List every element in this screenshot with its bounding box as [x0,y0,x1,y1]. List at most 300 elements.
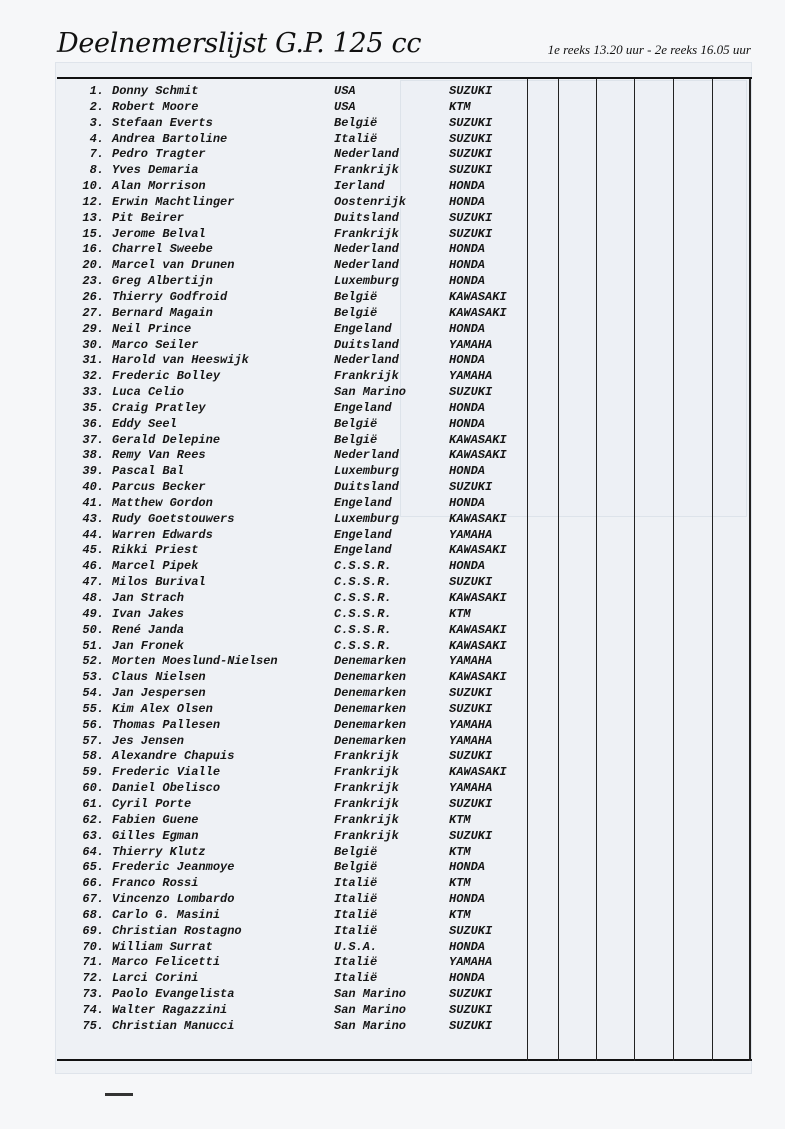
grid-column-line [634,79,635,1061]
rider-brand: KAWASAKI [449,305,507,320]
rider-number: 30. [82,337,104,352]
rider-brand: SUZUKI [449,115,493,130]
table-row [60,876,530,892]
table-row [60,290,530,306]
rider-number: 51. [82,638,104,653]
rider-brand: KAWASAKI [449,289,507,304]
table-row [60,940,530,956]
rider-country: Frankrijk [334,828,399,843]
table-row [60,84,530,100]
rider-country: Nederland [334,258,399,273]
rider-number: 68. [82,907,104,922]
rider-name: Yves Demaria [112,163,199,178]
rider-number: 31. [82,353,104,368]
table-row [60,686,530,702]
rider-name: Paolo Evangelista [112,987,235,1002]
rider-brand: KAWASAKI [449,432,507,447]
rider-country: Italië [334,907,378,922]
rider-number: 53. [82,670,104,685]
rider-country: Engeland [334,321,392,336]
table-row [60,433,530,449]
table-row [60,306,530,322]
rider-country: San Marino [334,385,407,400]
table-row [60,670,530,686]
rider-number: 70. [82,939,104,954]
rider-number: 12. [82,194,104,209]
rider-brand: KTM [449,606,471,621]
rider-name: René Janda [112,622,185,637]
rider-brand: HONDA [449,939,486,954]
rider-number: 62. [82,812,104,827]
rider-brand: YAMAHA [449,955,493,970]
rider-name: Gerald Delepine [112,432,221,447]
rider-country: België [334,289,378,304]
rider-name: Charrel Sweebe [112,242,213,257]
rider-brand: KTM [449,812,471,827]
rider-name: Harold van Heeswijk [112,353,249,368]
rider-country: Frankrijk [334,796,399,811]
rider-country: Denemarken [334,701,407,716]
rider-number: 63. [82,828,104,843]
rider-country: België [334,115,378,130]
rider-number: 32. [82,369,104,384]
rider-country: Frankrijk [334,749,399,764]
rider-country: San Marino [334,1018,407,1033]
rider-country: Nederland [334,353,399,368]
rider-number: 72. [82,971,104,986]
rider-name: Jan Strach [112,591,185,605]
table-row [60,623,530,639]
rider-number: 69. [82,923,104,938]
rider-country: C.S.S.R. [334,606,392,621]
rider-name: Claus Nielsen [112,670,206,685]
table-row [60,575,530,591]
rider-name: Greg Albertijn [112,274,213,289]
rider-name: Eddy Seel [112,416,177,431]
rider-name: Matthew Gordon [112,495,213,510]
table-row [60,163,530,179]
rider-brand: HONDA [449,258,486,273]
table-row [60,116,530,132]
rider-name: Christian Manucci [112,1018,235,1033]
rider-country: Luxemburg [334,464,399,479]
rider-name: Thierry Klutz [112,844,206,859]
rider-name: Daniel Obelisco [112,781,221,796]
rider-number: 45. [82,543,104,558]
table-row [60,702,530,718]
table-row [60,924,530,940]
rider-country: USA [334,99,356,114]
rider-brand: KAWASAKI [449,511,507,526]
rider-country: U.S.A. [334,939,378,954]
rider-name: Marcel van Drunen [112,258,235,273]
rider-brand: SUZUKI [449,701,493,716]
table-row [60,749,530,765]
rider-brand: SUZUKI [449,163,493,178]
rider-name: Frederic Bolley [112,369,221,384]
rider-number: 74. [82,1002,104,1017]
rider-brand: HONDA [449,559,486,574]
rider-brand: KAWASAKI [449,670,507,685]
rider-country: Denemarken [334,670,407,685]
rider-name: Gilles Egman [112,828,199,843]
rider-brand: HONDA [449,464,486,479]
rider-number: 8. [89,163,104,178]
table-row [60,829,530,845]
rider-number: 38. [82,448,104,463]
grid-column-line [673,79,674,1061]
rider-brand: HONDA [449,495,486,510]
rider-country: Italië [334,876,378,891]
rider-country: Duitsland [334,210,399,225]
table-row [60,718,530,734]
rider-country: Luxemburg [334,511,399,526]
rider-country: USA [334,84,356,98]
rider-brand: HONDA [449,860,486,875]
rider-brand: SUZUKI [449,210,493,225]
grid-column-line [712,79,713,1061]
rider-name: Jan Jespersen [112,686,206,701]
table-top-rule [57,77,752,79]
rider-name: Craig Pratley [112,400,206,415]
rider-number: 73. [82,987,104,1002]
rider-name: Alexandre Chapuis [112,749,235,764]
rider-country: Nederland [334,147,399,162]
table-row [60,765,530,781]
table-bottom-rule [57,1059,752,1061]
rider-number: 47. [82,575,104,590]
rider-name: Erwin Machtlinger [112,194,235,209]
table-row [60,654,530,670]
table-row [60,528,530,544]
rider-number: 2. [89,99,104,114]
grid-column-line [596,79,597,1061]
rider-name: Thierry Godfroid [112,289,228,304]
rider-country: Denemarken [334,733,407,748]
rider-brand: YAMAHA [449,717,493,732]
rider-name: Milos Burival [112,575,206,590]
rider-number: 60. [82,781,104,796]
rider-country: Italië [334,131,378,146]
page-title: Deelnemerslijst G.P. 125 cc [57,28,422,59]
rider-brand: HONDA [449,353,486,368]
rider-number: 43. [82,511,104,526]
rider-name: Ivan Jakes [112,606,185,621]
heat-times: 1e reeks 13.20 uur - 2e reeks 16.05 uur [547,42,751,57]
rider-number: 1. [89,84,104,98]
rider-country: Frankrijk [334,765,399,780]
rider-number: 3. [89,115,104,130]
rider-brand: SUZUKI [449,923,493,938]
rider-brand: SUZUKI [449,480,493,495]
table-row [60,417,530,433]
rider-number: 56. [82,717,104,732]
table-row [60,1019,530,1035]
rider-country: Frankrijk [334,812,399,827]
rider-name: Luca Celio [112,385,185,400]
table-row [60,211,530,227]
table-row [60,559,530,575]
rider-number: 66. [82,876,104,891]
rider-brand: YAMAHA [449,654,493,669]
rider-brand: HONDA [449,274,486,289]
rider-brand: KAWASAKI [449,638,507,653]
rider-name: Rudy Goetstouwers [112,511,235,526]
table-row [60,258,530,274]
rider-number: 10. [82,179,104,194]
rider-country: Ierland [334,179,385,194]
rider-name: Parcus Becker [112,480,206,495]
table-row [60,369,530,385]
table-row [60,242,530,258]
rider-brand: YAMAHA [449,781,493,796]
rider-name: Alan Morrison [112,179,206,194]
rider-name: Pascal Bal [112,464,185,479]
rider-number: 61. [82,796,104,811]
rider-brand: KTM [449,907,471,922]
rider-number: 54. [82,686,104,701]
rider-name: Pit Beirer [112,210,185,225]
rider-name: Rikki Priest [112,543,199,558]
rider-brand: KTM [449,99,471,114]
rider-number: 75. [82,1018,104,1033]
rider-name: Larci Corini [112,971,199,986]
rider-brand: SUZUKI [449,147,493,162]
table-row [60,639,530,655]
rider-brand: KTM [449,876,471,891]
table-row [60,797,530,813]
rider-country: Italië [334,955,378,970]
rider-brand: HONDA [449,242,486,257]
table-row [60,734,530,750]
rider-name: Neil Prince [112,321,192,336]
rider-number: 55. [82,701,104,716]
rider-country: Denemarken [334,654,407,669]
rider-country: C.S.S.R. [334,575,392,590]
rider-name: Walter Ragazzini [112,1002,228,1017]
rider-country: San Marino [334,987,407,1002]
rider-country: Nederland [334,242,399,257]
table-row [60,353,530,369]
rider-number: 50. [82,622,104,637]
table-row [60,971,530,987]
rider-number: 35. [82,400,104,415]
rider-country: Denemarken [334,717,407,732]
rider-name: Franco Rossi [112,876,199,891]
rider-name: Jerome Belval [112,226,206,241]
rider-brand: SUZUKI [449,749,493,764]
rider-brand: YAMAHA [449,527,493,542]
table-row [60,322,530,338]
rider-number: 4. [89,131,104,146]
rider-number: 40. [82,480,104,495]
rider-number: 29. [82,321,104,336]
table-row [60,179,530,195]
rider-brand: KAWASAKI [449,591,507,605]
rider-country: Frankrijk [334,781,399,796]
rider-country: België [334,860,378,875]
table-row [60,813,530,829]
table-row [60,908,530,924]
rider-country: Engeland [334,543,392,558]
table-row [60,987,530,1003]
table-row [60,480,530,496]
rider-brand: SUZUKI [449,1018,493,1033]
grid-right-border [749,79,751,1061]
rider-list [60,84,530,1035]
table-row [60,496,530,512]
rider-brand: HONDA [449,971,486,986]
rider-brand: KAWASAKI [449,622,507,637]
rider-name: Carlo G. Masini [112,907,221,922]
table-row [60,274,530,290]
rider-number: 37. [82,432,104,447]
rider-brand: KAWASAKI [449,765,507,780]
rider-country: Italië [334,892,378,907]
rider-name: Fabien Guene [112,812,199,827]
table-row [60,955,530,971]
rider-number: 49. [82,606,104,621]
rider-number: 71. [82,955,104,970]
rider-name: Jes Jensen [112,733,185,748]
rider-country: Engeland [334,495,392,510]
rider-name: Thomas Pallesen [112,717,221,732]
rider-name: Frederic Jeanmoye [112,860,235,875]
rider-number: 7. [89,147,104,162]
rider-country: Frankrijk [334,163,399,178]
rider-name: Stefaan Everts [112,115,213,130]
rider-brand: SUZUKI [449,987,493,1002]
rider-country: Frankrijk [334,369,399,384]
rider-brand: SUZUKI [449,84,493,98]
rider-country: Oostenrijk [334,194,407,209]
rider-name: Donny Schmit [112,84,199,98]
rider-number: 57. [82,733,104,748]
rider-country: België [334,432,378,447]
rider-brand: HONDA [449,321,486,336]
rider-name: Jan Fronek [112,638,185,653]
rider-number: 52. [82,654,104,669]
rider-country: België [334,844,378,859]
rider-name: Bernard Magain [112,305,213,320]
rider-name: Kim Alex Olsen [112,701,213,716]
table-row [60,448,530,464]
rider-brand: SUZUKI [449,1002,493,1017]
table-row [60,338,530,354]
rider-name: Marcel Pipek [112,559,199,574]
rider-brand: HONDA [449,400,486,415]
rider-number: 20. [82,258,104,273]
table-row [60,1003,530,1019]
rider-country: C.S.S.R. [334,559,392,574]
rider-country: Italië [334,923,378,938]
table-row [60,591,530,607]
rider-brand: KTM [449,844,471,859]
rider-country: Denemarken [334,686,407,701]
rider-number: 46. [82,559,104,574]
table-row [60,892,530,908]
rider-brand: SUZUKI [449,828,493,843]
rider-brand: HONDA [449,892,486,907]
table-row [60,512,530,528]
rider-country: Frankrijk [334,226,399,241]
rider-brand: HONDA [449,179,486,194]
rider-number: 67. [82,892,104,907]
rider-country: België [334,305,378,320]
rider-brand: SUZUKI [449,226,493,241]
rider-number: 23. [82,274,104,289]
rider-name: Andrea Bartoline [112,131,228,146]
rider-brand: HONDA [449,194,486,209]
rider-name: Vincenzo Lombardo [112,892,235,907]
rider-country: Nederland [334,448,399,463]
rider-name: Warren Edwards [112,527,213,542]
rider-number: 13. [82,210,104,225]
rider-country: C.S.S.R. [334,622,392,637]
rider-country: Luxemburg [334,274,399,289]
rider-name: Christian Rostagno [112,923,242,938]
rider-name: Marco Seiler [112,337,199,352]
rider-brand: SUZUKI [449,796,493,811]
rider-number: 58. [82,749,104,764]
table-row [60,543,530,559]
rider-name: Frederic Vialle [112,765,221,780]
rider-brand: YAMAHA [449,337,493,352]
rider-number: 16. [82,242,104,257]
page-footer-mark [105,1093,133,1096]
page-header [57,28,757,68]
rider-number: 26. [82,289,104,304]
rider-name: Remy Van Rees [112,448,206,463]
rider-name: Cyril Porte [112,796,192,811]
table-row [60,195,530,211]
rider-brand: HONDA [449,416,486,431]
table-row [60,385,530,401]
grid-column-line [558,79,559,1061]
rider-country: Engeland [334,527,392,542]
rider-country: C.S.S.R. [334,638,392,653]
table-row [60,860,530,876]
table-row [60,607,530,623]
rider-number: 64. [82,844,104,859]
rider-number: 44. [82,527,104,542]
rider-country: België [334,416,378,431]
rider-number: 41. [82,495,104,510]
rider-name: Robert Moore [112,99,199,114]
rider-number: 15. [82,226,104,241]
table-row [60,100,530,116]
table-row [60,132,530,148]
table-row [60,147,530,163]
rider-number: 27. [82,305,104,320]
rider-brand: YAMAHA [449,369,493,384]
rider-brand: YAMAHA [449,733,493,748]
rider-name: Morten Moeslund-Nielsen [112,654,278,669]
rider-number: 33. [82,385,104,400]
rider-name: Marco Felicetti [112,955,221,970]
rider-number: 59. [82,765,104,780]
rider-brand: SUZUKI [449,575,493,590]
table-row [60,781,530,797]
table-row [60,845,530,861]
rider-country: San Marino [334,1002,407,1017]
table-row [60,464,530,480]
rider-number: 36. [82,416,104,431]
table-row [60,227,530,243]
rider-country: C.S.S.R. [334,591,392,605]
rider-brand: KAWASAKI [449,448,507,463]
rider-brand: SUZUKI [449,385,493,400]
